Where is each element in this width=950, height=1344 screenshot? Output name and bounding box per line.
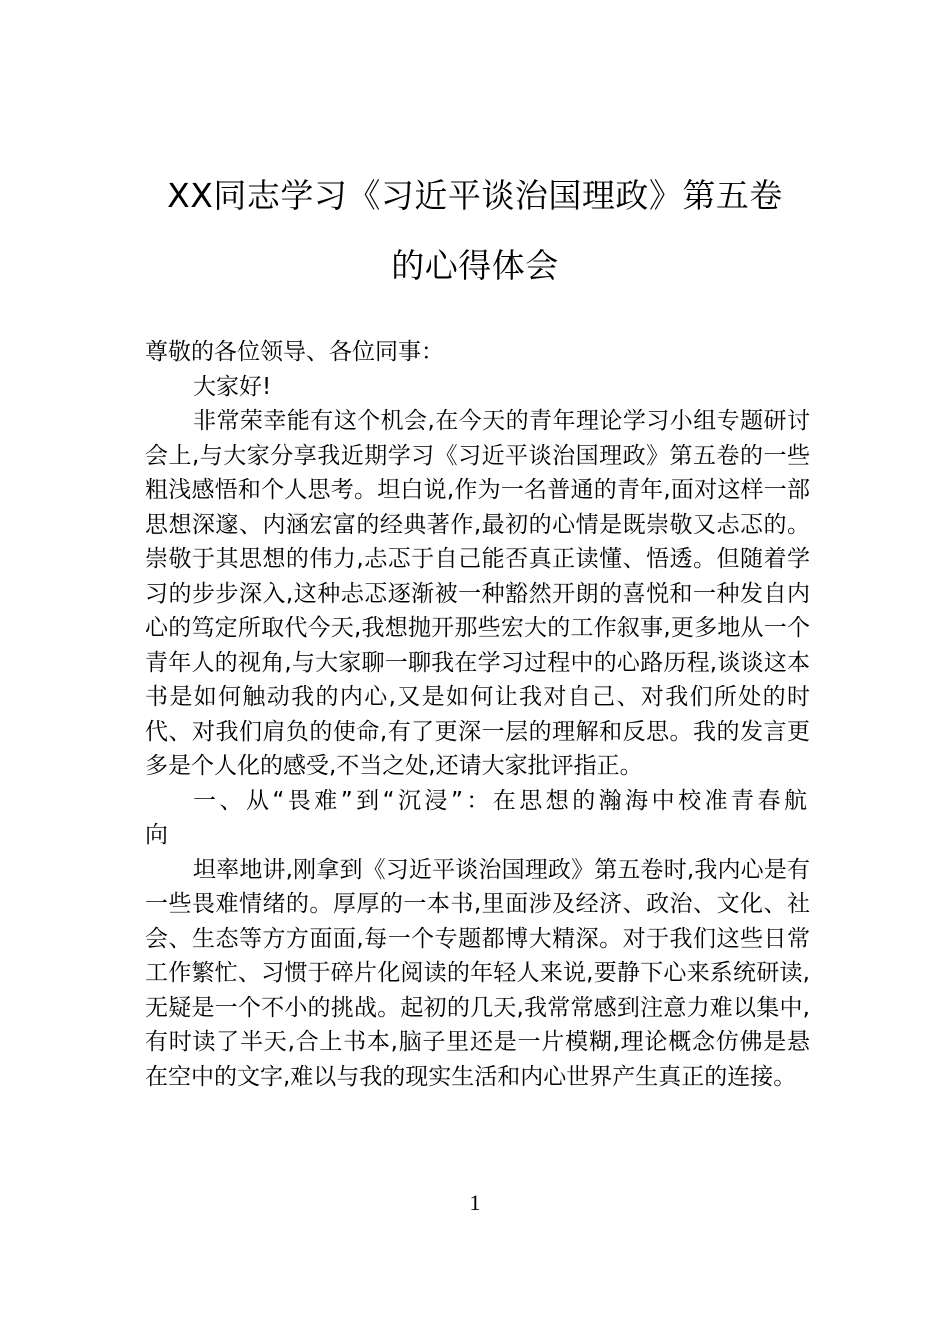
document-title-line-1: XX同志学习《习近平谈治国理政》第五卷	[167, 176, 783, 215]
paragraph-section-one: 坦率地讲,刚拿到《习近平谈治国理政》第五卷时,我内心是有一些畏难情绪的。厚厚的一本书,里面涉及经济、政治、文化、社会、生态等方方面面,每一个专题都博大精深。对于我们这些日常工作繁忙、习惯于碎片化阅读的年轻人来说,要静下心来系统研读,无疑是一个不小的挑战。起初的几天,我常常感到注意力难以集中,有时读了半天,合上书本,脑子里还是一片模糊,理论概念仿佛是悬在空中的文字,难以与我的现实生活和内心世界产生真正的连接。	[145, 856, 810, 1090]
document-title-line-2: 的心得体会	[391, 246, 559, 285]
section-heading: 一、从“畏难”到“沉浸”：在思想的瀚海中校准青春航向	[145, 787, 810, 848]
paragraph-intro: 非常荣幸能有这个机会,在今天的青年理论学习小组专题研讨会上,与大家分享我近期学习《习近平谈治国理政》第五卷的一些粗浅感悟和个人思考。坦白说,作为一名普通的青年,面对这样一部思想深邃、内涵宏富的经典著作,最初的心情是既崇敬又忐忑的。崇敬于其思想的伟力,忐忑于自己能否真正读懂、悟透。但随着学习的步步深入,这种忐忑逐渐被一种豁然开朗的喜悦和一种发自内心的笃定所取代今天,我想抛开那些宏大的工作叙事,更多地从一个青年人的视角,与大家聊一聊我在学习过程中的心路历程,谈谈这本书是如何触动我的内心,又是如何让我对自己、对我们所处的时代、对我们肩负的使命,有了更深一层的理解和反思。我的发言更多是个人化的感受,不当之处,还请大家批评指正。	[145, 408, 810, 779]
document-body	[145, 335, 810, 1094]
greeting: 大家好!	[193, 373, 272, 400]
salutation: 尊敬的各位领导、各位同事：	[145, 339, 444, 365]
page-number: 1	[469, 1190, 481, 1215]
